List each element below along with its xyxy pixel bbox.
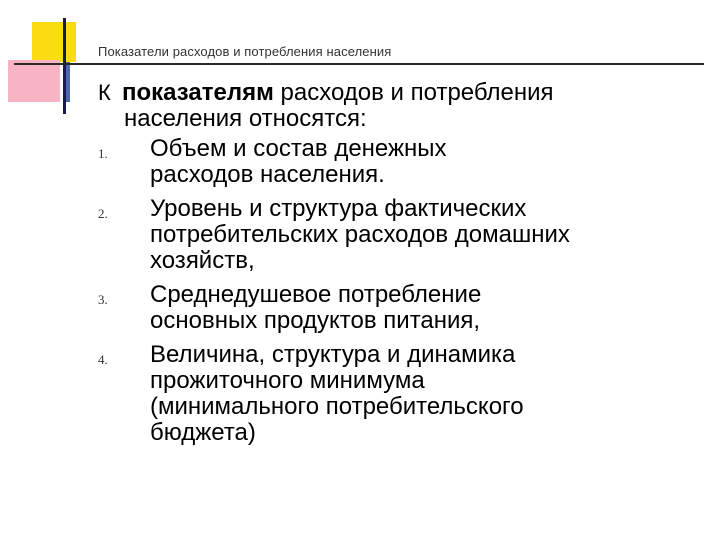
list-item-text xyxy=(150,196,698,274)
list-item-line: (минимального потребительского xyxy=(150,393,524,420)
slide-title: Показатели расходов и потребления населения xyxy=(98,44,392,59)
intro-text xyxy=(122,80,698,106)
ornament-vertical-line xyxy=(63,18,66,114)
list-item-line: Объем и состав денежных xyxy=(150,135,447,162)
list-item-line: Величина, структура и динамика xyxy=(150,341,516,368)
list-item-line: хозяйств, xyxy=(150,247,255,274)
ornament-pink-square xyxy=(8,60,60,102)
list-item-line: Уровень и структура фактических xyxy=(150,195,527,222)
list-item-line: расходов населения. xyxy=(150,161,385,188)
ornament-yellow-square xyxy=(32,22,76,62)
list-item-line: бюджета) xyxy=(150,419,256,446)
list-item-number: 4. xyxy=(98,352,108,367)
intro-rest: расходов и потребления xyxy=(273,79,554,106)
intro-paragraph xyxy=(98,80,698,106)
list-item-text xyxy=(150,342,698,446)
intro-line2: населения относятся: xyxy=(124,105,367,132)
list-item xyxy=(98,196,698,274)
slide-body xyxy=(98,80,698,454)
title-divider-line xyxy=(14,63,704,65)
list-item xyxy=(98,282,698,334)
list-item xyxy=(98,136,698,188)
list-item-line: прожиточного минимума xyxy=(150,367,425,394)
list-item-number: 2. xyxy=(98,206,108,221)
intro-bold-word: показателям xyxy=(122,79,274,106)
list-item-line: Среднедушевое потребление xyxy=(150,281,482,308)
list-item-number: 3. xyxy=(98,292,108,307)
list-item-text xyxy=(150,282,698,334)
list-item xyxy=(98,342,698,446)
list-item-text xyxy=(150,136,698,188)
intro-paragraph-line2 xyxy=(98,106,698,132)
list-item-line: потребительских расходов домашних xyxy=(150,221,570,248)
list-item-line: основных продуктов питания, xyxy=(150,307,481,334)
list-item-number: 1. xyxy=(98,146,108,161)
indicator-list xyxy=(98,136,698,446)
intro-lead-letter: К xyxy=(98,80,111,105)
